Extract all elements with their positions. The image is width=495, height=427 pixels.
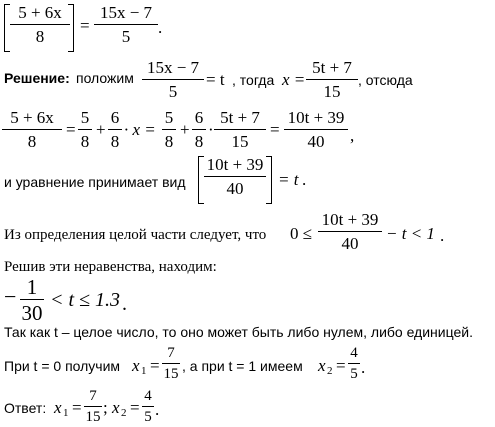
text: Из определения целой части следует, что [4, 227, 267, 243]
variable: x [318, 356, 326, 375]
text: , а при t = 1 имеем [182, 358, 303, 374]
fraction [142, 58, 204, 102]
denominator: 40 [341, 234, 359, 253]
denominator: 8 [110, 132, 120, 151]
equation: · x = [124, 120, 156, 139]
plus: + [96, 120, 106, 139]
denominator: 30 [21, 301, 43, 325]
denominator: 15 [85, 409, 101, 425]
period: . [122, 293, 127, 315]
text: положим [76, 70, 134, 86]
right-floor-bracket [266, 156, 272, 204]
fraction [78, 108, 92, 152]
equation: x = [282, 70, 306, 89]
equals: = [270, 120, 280, 139]
answer-label: Ответ: [4, 400, 47, 416]
fraction [318, 210, 382, 254]
denominator: 40 [307, 132, 325, 151]
period: . [302, 170, 307, 189]
text: , тогда [232, 72, 275, 88]
numerator: 15x − 7 [99, 3, 153, 22]
numerator: 5t + 7 [220, 108, 260, 127]
inequality-left: 0 ≤ [290, 224, 313, 243]
period: . [158, 18, 163, 37]
equals: = [150, 356, 160, 375]
numerator: 15x − 7 [146, 58, 200, 77]
fraction [10, 3, 70, 47]
equals: = [130, 398, 140, 417]
numerator: 5 [80, 108, 90, 127]
fraction [162, 108, 176, 152]
equals: = [66, 120, 76, 139]
subscript: 2 [327, 365, 333, 377]
denominator: 8 [35, 27, 45, 46]
numerator: 7 [167, 345, 175, 361]
fraction [2, 108, 62, 152]
solution-label: Решение: [4, 70, 70, 86]
numerator: 5 + 6x [10, 108, 54, 127]
fraction [204, 155, 266, 199]
right-floor-bracket [68, 4, 74, 52]
semicolon: ; [103, 398, 108, 417]
denominator: 40 [226, 179, 244, 198]
plus: + [180, 120, 190, 139]
equals: = [80, 16, 90, 35]
numerator: 10t + 39 [321, 210, 379, 229]
denominator: 8 [27, 132, 37, 151]
period: . [155, 400, 160, 419]
denominator: 15 [231, 132, 249, 151]
denominator: 8 [80, 132, 90, 151]
numerator: 5t + 7 [312, 58, 352, 77]
equals: = [336, 356, 346, 375]
fraction [108, 108, 122, 152]
minus: − [4, 284, 17, 309]
text: Так как t – целое число, то оно может быть либо нулем, либо единицей. [4, 324, 473, 340]
comma: , [350, 126, 355, 145]
numerator: 1 [26, 275, 38, 299]
variable: x [132, 356, 140, 375]
fraction [20, 276, 44, 324]
denominator: 8 [164, 132, 174, 151]
numerator: 10t + 39 [287, 108, 345, 127]
numerator: 7 [89, 388, 97, 404]
fraction [306, 58, 358, 102]
subscript: 1 [141, 365, 147, 377]
period: . [361, 358, 366, 377]
fraction [192, 108, 206, 152]
fraction [348, 345, 360, 383]
denominator: 5 [168, 82, 178, 101]
fraction [142, 388, 154, 426]
variable: x [112, 398, 120, 417]
numerator: 6 [194, 108, 204, 127]
text: , отсюда [358, 72, 413, 88]
period: . [440, 226, 445, 245]
inequality-right: − t < 1 [386, 224, 435, 243]
fraction [214, 108, 266, 152]
fraction [94, 3, 158, 47]
denominator: 5 [144, 409, 152, 425]
numerator: 4 [144, 388, 152, 404]
dot: · [208, 120, 214, 139]
equals: = [72, 398, 82, 417]
numerator: 5 [164, 108, 174, 127]
numerator: 5 + 6x [18, 3, 62, 22]
subscript: 1 [63, 407, 69, 419]
inequality: < t ≤ 1.3 [50, 289, 121, 311]
fraction [162, 345, 180, 383]
denominator: 5 [121, 27, 131, 46]
numerator: 10t + 39 [206, 155, 264, 174]
denominator: 15 [163, 366, 179, 382]
numerator: 4 [350, 345, 358, 361]
fraction [84, 388, 102, 426]
subscript: 2 [121, 407, 127, 419]
denominator: 15 [323, 82, 341, 101]
numerator: 6 [110, 108, 120, 127]
fraction [284, 108, 348, 152]
denominator: 8 [194, 132, 204, 151]
denominator: 5 [350, 366, 358, 382]
equation: = t [206, 70, 225, 89]
text: Решив эти неравенства, находим: [4, 259, 217, 275]
variable: x [54, 398, 62, 417]
equation: = t [278, 170, 299, 189]
text: При t = 0 получим [4, 358, 121, 374]
text: и уравнение принимает вид [4, 174, 186, 190]
